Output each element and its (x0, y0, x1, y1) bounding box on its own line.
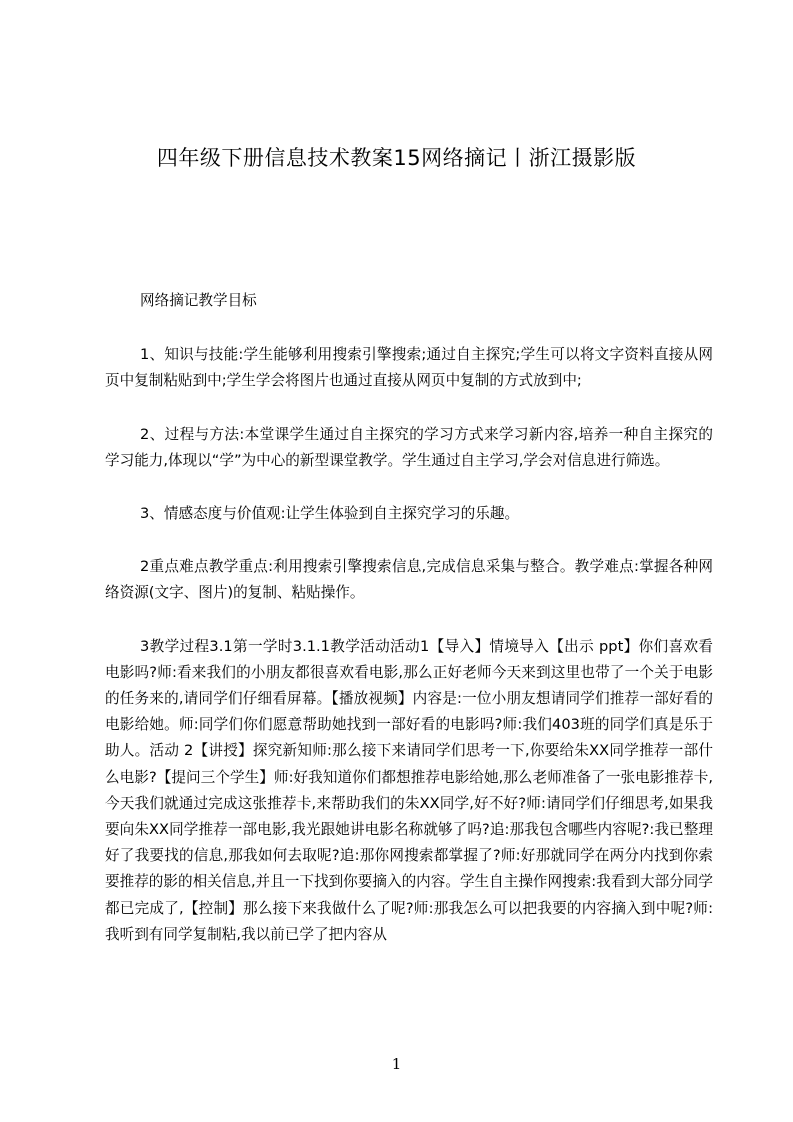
paragraph-attitude-values: 3、情感态度与价值观:让学生体验到自主探究学习的乐趣。 (140, 505, 520, 523)
page-number: 1 (391, 1055, 402, 1073)
paragraph-teaching-process: 3教学过程3.1第一学时3.1.1教学活动活动1【导入】情境导入【出示 ppt】你们喜欢看电影吗?师:看来我们的小朋友都很喜欢看电影,那么正好老师今天来到这里也带了一个关于电影的任务来的,请同学们仔细看屏幕。【播放视频】内容是:一位小朋友想请同学们推荐一部好看的电影给她。师:同学们你们愿意帮助她找到一部好看的电影吗?师:我们403班的同学们真是乐于助人。活动 2【讲授】探究新知师:那么接下来请同学们思考一下,你要给朱XX同学推荐一部什么电影?【提问三个学生】师:好我知道你们都想推荐电影给她,那么老师准备了一张电影推荐卡,今天我们就通过完成这张推荐卡,来帮助我们的朱XX同学,好不好?师:请同学们仔细思考,如果我要向朱XX同学推荐一部电影,我光跟她讲电影名称就够了吗?追:那我包含哪些内容呢?:我已整理好了我要找的信息,那我如何去取呢?追:那你网搜索都掌握了?师:好那就同学在两分内找到你索要推荐的影的相关信息,并且一下找到你要摘入的内容。学生自主操作网搜索:我看到大部分同学都已完成了,【控制】那么接下来我做什么了呢?师:那我怎么可以把我要的内容摘入到中呢?师:我听到有同学复制粘,我以前已学了把内容从 (105, 637, 713, 943)
document-title: 四年级下册信息技术教案15网络摘记丨浙江摄影版 (156, 146, 637, 170)
paragraph-process-method: 2、过程与方法:本堂课学生通过自主探究的学习方式来学习新内容,培养一种自主探究的学习能力,体现以“学”为中心的新型课堂教学。学生通过自主学习,学会对信息进行筛选。 (105, 425, 713, 469)
paragraph-knowledge-skills: 1、知识与技能:学生能够利用搜索引擎搜索;通过自主探究;学生可以将文字资料直接从网页中复制粘贴到中;学生学会将图片也通过直接从网页中复制的方式放到中; (105, 346, 713, 390)
paragraph-key-difficulties: 2重点难点教学重点:利用搜索引擎搜索信息,完成信息采集与整合。教学难点:掌握各种网络资源(文字、图片)的复制、粘贴操作。 (105, 558, 713, 602)
document-body (105, 288, 713, 975)
section-heading: 网络摘记教学目标 (140, 292, 257, 309)
